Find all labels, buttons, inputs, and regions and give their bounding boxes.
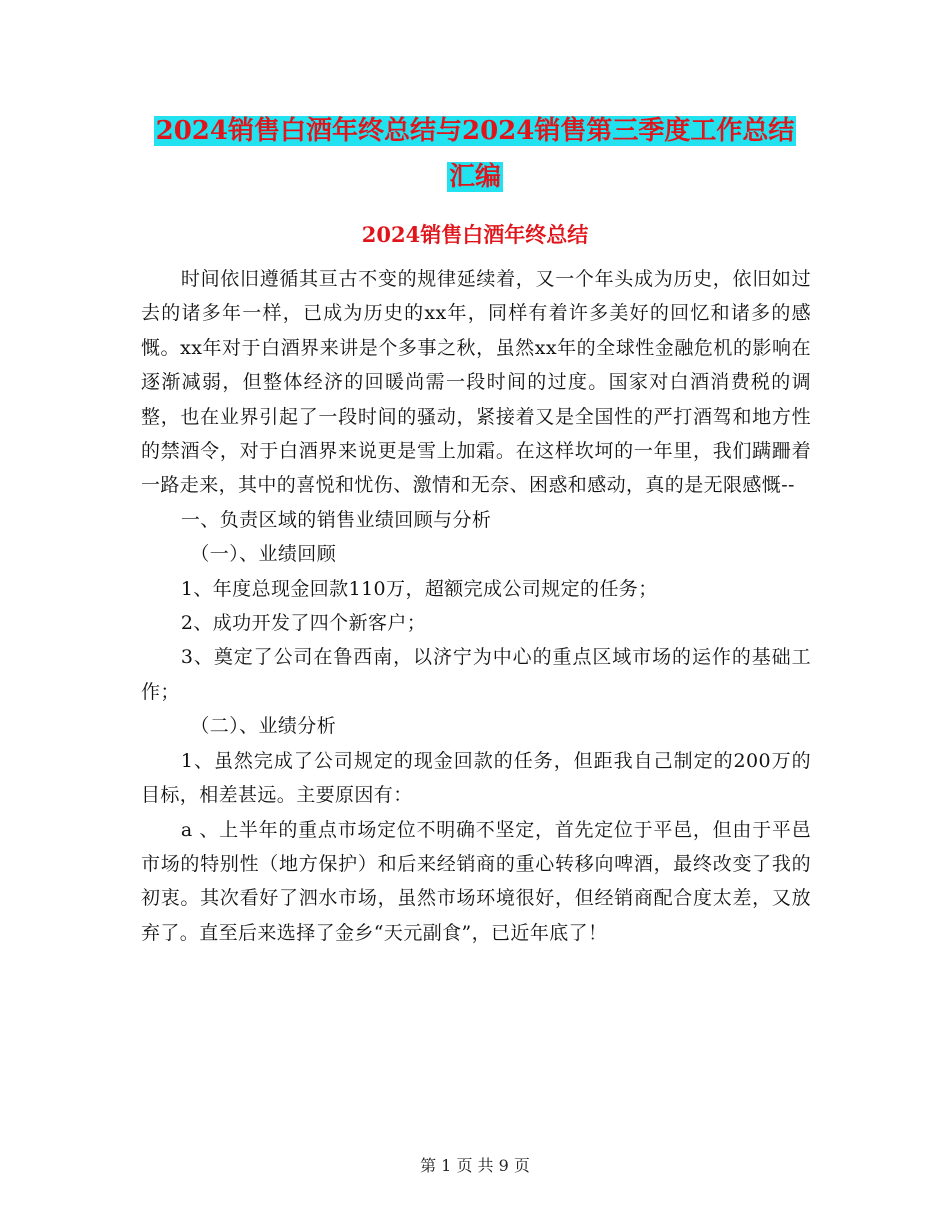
section-title: 2024销售白酒年终总结 <box>361 222 589 247</box>
page-footer: 第 1 页 共 9 页 <box>420 1156 530 1175</box>
list-item-3: 3、奠定了公司在鲁西南，以济宁为中心的重点区域市场的运作的基础工作； <box>141 646 811 703</box>
heading-sales-review: 一、负责区域的销售业绩回顾与分析 <box>180 508 492 531</box>
list-item-2: 2、成功开发了四个新客户； <box>180 612 427 635</box>
document-title <box>0 108 950 200</box>
list-item-1: 1、年度总现金回款110万，超额完成公司规定的任务； <box>180 577 658 600</box>
document-title-line-1: 2024销售白酒年终总结与2024销售第三季度工作总结 <box>155 116 795 146</box>
analysis-item-1: 1、虽然完成了公司规定的现金回款的任务，但距我自己制定的200万的目标，相差甚远。主要原因有： <box>141 749 811 807</box>
document-body <box>141 262 811 950</box>
document-title-line-2: 汇编 <box>448 162 501 192</box>
subheading-performance-review: （一）、业绩回顾 <box>190 543 337 566</box>
analysis-item-a: a 、上半年的重点市场定位不明确不坚定，首先定位于平邑，但由于平邑市场的特别性（地方保护）和后来经销商的重心转移向啤酒，最终改变了我的初衷。其次看好了泗水市场，虽然市场环境很好，但经销商配合度太差，又放弃了。直至后来选择了金乡“天元副食”，已近年底了！ <box>141 818 811 944</box>
subheading-performance-analysis: （二）、业绩分析 <box>190 715 337 738</box>
paragraph-intro: 时间依旧遵循其亘古不变的规律延续着，又一个年头成为历史，依旧如过去的诸多年一样，已成为历史的xx年，同样有着许多美好的回忆和诸多的感慨。xx年对于白酒界来讲是个多事之秋，虽然xx年的全球性金融危机的影响在逐渐减弱，但整体经济的回暖尚需一段时间的过度。国家对白酒消费税的调整，也在业界引起了一段时间的骚动，紧接着又是全国性的严打酒驾和地方性的禁酒令，对于白酒界来说更是雪上加霜。在这样坎坷的一年里，我们蹒跚着一路走来，其中的喜悦和忧伤、激情和无奈、困惑和感动，真的是无限感慨-- <box>141 268 811 497</box>
